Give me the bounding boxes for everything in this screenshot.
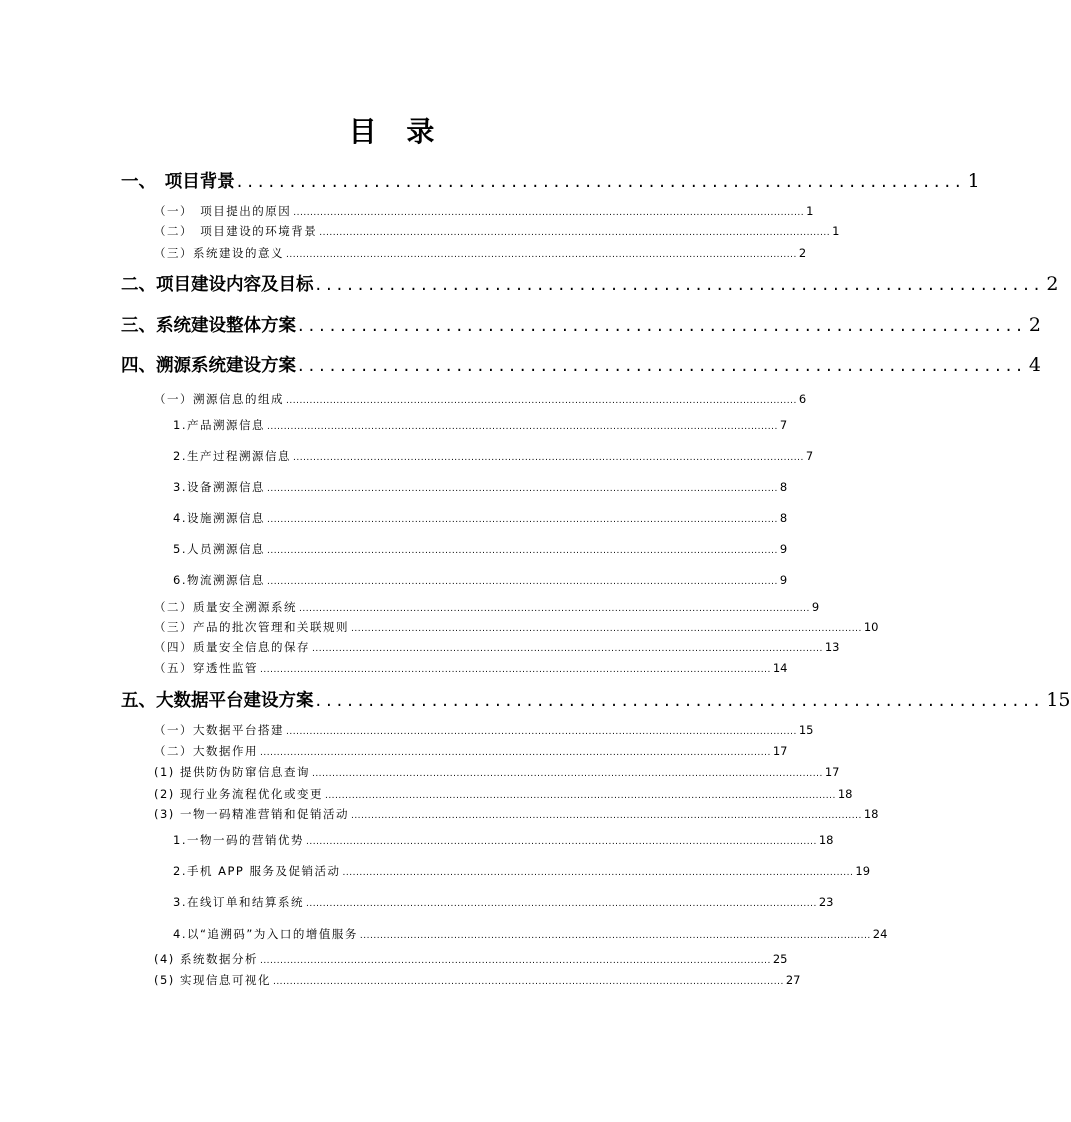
toc-entry-label: （一）溯源信息的组成: [154, 392, 284, 406]
toc-entry[interactable]: [154, 659, 788, 677]
toc-page-number: 1: [967, 170, 980, 192]
toc-page-number: 15: [1046, 689, 1071, 711]
toc-leader: ........................................................................................................................................................: [266, 484, 778, 494]
toc-leader: ........................................................................................................................................................: [266, 546, 778, 556]
toc-entry[interactable]: [154, 618, 879, 636]
toc-entry[interactable]: [121, 312, 1041, 338]
toc-page-number: 18: [818, 833, 834, 847]
toc-leader: ........................................................................................................................................................: [292, 453, 804, 463]
toc-entry[interactable]: [173, 478, 788, 496]
toc-entry[interactable]: [154, 202, 814, 220]
toc-page-number: 8: [779, 480, 788, 494]
toc-leader: ........................................................................................................................................................: [286, 250, 797, 260]
toc-entry[interactable]: [173, 416, 788, 434]
toc-leader: ........................................................................................................................................................: [342, 868, 854, 878]
toc-entry[interactable]: [173, 509, 788, 527]
toc-page-number: 23: [818, 895, 834, 909]
toc-entry-label: 一、 项目背景: [121, 172, 235, 192]
toc-leader: ........................................................................................................................................................: [266, 422, 778, 432]
toc-page-number: 9: [779, 542, 788, 556]
toc-entry-label: 4.以“追溯码”为入口的增值服务: [173, 927, 358, 941]
toc-entry[interactable]: [154, 721, 814, 739]
toc-leader: ........................................................................................................................................................: [305, 837, 817, 847]
toc-leader: ........................................................................................................................................................: [299, 604, 810, 614]
toc-leader: ........................................................................................................................................................: [311, 769, 823, 779]
toc-leader: ........................................................................................................................................................: [293, 208, 805, 218]
toc-entry-label: （五）穿透性监管: [154, 661, 258, 675]
toc-entry-label: 3.在线订单和结算系统: [173, 895, 304, 909]
toc-entry-label: (3) 一物一码精准营销和促销活动: [154, 807, 349, 821]
toc-entry-label: （三）系统建设的意义: [154, 246, 284, 260]
toc-page-number: 10: [863, 620, 879, 634]
toc-page-number: 18: [863, 807, 879, 821]
toc-entry[interactable]: [154, 742, 788, 760]
toc-leader: ........................................................................................................................................................: [350, 811, 862, 821]
toc-entry[interactable]: [173, 925, 888, 943]
toc-leader: ........................................................................................................................................................: [272, 977, 784, 987]
toc-entry[interactable]: [154, 598, 820, 616]
toc-entry-label: 1.产品溯源信息: [173, 418, 265, 432]
toc-entry-label: （二）大数据作用: [154, 744, 258, 758]
toc-entry[interactable]: [154, 805, 879, 823]
toc-page-number: 2: [1028, 314, 1041, 336]
toc-leader: .....................................................................: [298, 356, 1027, 376]
toc-entry-label: (5) 实现信息可视化: [154, 973, 271, 987]
toc-entry[interactable]: [154, 763, 840, 781]
toc-leader: ........................................................................................................................................................: [259, 956, 771, 966]
toc-entry[interactable]: [173, 540, 788, 558]
toc-page-number: 7: [779, 418, 788, 432]
page-title: 目 录: [348, 115, 445, 148]
toc-entry-label: 1.一物一码的营销优势: [173, 833, 304, 847]
toc-entry-label: (4) 系统数据分析: [154, 952, 258, 966]
toc-entry-label: 二、项目建设内容及目标: [121, 275, 314, 295]
toc-leader: .....................................................................: [315, 275, 1045, 295]
toc-entry[interactable]: [154, 950, 788, 968]
toc-leader: ........................................................................................................................................................: [260, 665, 771, 675]
toc-leader: ........................................................................................................................................................: [266, 515, 778, 525]
toc-page-number: 6: [798, 392, 807, 406]
toc-page-number: 14: [772, 661, 788, 675]
toc-entry[interactable]: [154, 785, 853, 803]
toc-entry-label: （一） 项目提出的原因: [154, 204, 292, 218]
toc-leader: .....................................................................: [315, 691, 1045, 711]
toc-leader: ........................................................................................................................................................: [312, 644, 823, 654]
toc-entry[interactable]: [154, 638, 840, 656]
toc-page-number: 17: [772, 744, 788, 758]
toc-entry[interactable]: [173, 862, 871, 880]
toc-page-number: 1: [806, 204, 814, 218]
toc-entry[interactable]: [121, 168, 980, 194]
toc-entry[interactable]: [173, 831, 834, 849]
toc-entry-label: (1) 提供防伪防窜信息查询: [154, 765, 310, 779]
toc-entry-label: 6.物流溯源信息: [173, 573, 265, 587]
toc-entry[interactable]: [121, 271, 1059, 297]
toc-entry[interactable]: [121, 687, 1071, 713]
toc-entry-label: 5.人员溯源信息: [173, 542, 265, 556]
toc-page-number: 15: [798, 723, 814, 737]
toc-leader: ........................................................................................................................................................: [351, 624, 862, 634]
toc-leader: ........................................................................................................................................................: [319, 228, 831, 238]
toc-leader: ........................................................................................................................................................: [324, 791, 836, 801]
toc-entry[interactable]: [173, 447, 814, 465]
toc-entry[interactable]: [121, 352, 1041, 378]
toc-page-number: 18: [837, 787, 853, 801]
toc-entry-label: （四）质量安全信息的保存: [154, 640, 310, 654]
toc-leader: ........................................................................................................................................................: [266, 577, 778, 587]
toc-page-number: 9: [811, 600, 820, 614]
toc-page-number: 2: [1046, 273, 1059, 295]
toc-entry-label: 四、溯源系统建设方案: [121, 356, 296, 376]
toc-entry[interactable]: [154, 244, 807, 262]
toc-page-number: 9: [779, 573, 788, 587]
toc-entry[interactable]: [173, 571, 788, 589]
toc-leader: ........................................................................................................................................................: [305, 899, 817, 909]
toc-leader: .....................................................................: [236, 172, 966, 192]
toc-entry-label: （三）产品的批次管理和关联规则: [154, 620, 349, 634]
toc-leader: ........................................................................................................................................................: [359, 931, 871, 941]
toc-entry-label: （二）质量安全溯源系统: [154, 600, 297, 614]
toc-entry[interactable]: [154, 222, 840, 240]
toc-entry-label: 2.手机 APP 服务及促销活动: [173, 864, 341, 878]
toc-page-number: 2: [798, 246, 807, 260]
toc-leader: ........................................................................................................................................................: [260, 748, 771, 758]
toc-entry[interactable]: [154, 971, 801, 989]
toc-entry[interactable]: [154, 390, 807, 408]
toc-entry[interactable]: [173, 893, 834, 911]
toc-page-number: 7: [805, 449, 814, 463]
toc-entry-label: (2) 现行业务流程优化或变更: [154, 787, 323, 801]
toc-page-number: 13: [824, 640, 840, 654]
toc-leader: ........................................................................................................................................................: [286, 727, 797, 737]
toc-page-number: 17: [824, 765, 840, 779]
toc-leader: ........................................................................................................................................................: [286, 396, 797, 406]
toc-page-number: 4: [1028, 354, 1041, 376]
toc-entry-label: （一）大数据平台搭建: [154, 723, 284, 737]
toc-page-number: 25: [772, 952, 788, 966]
toc-entry-label: 4.设施溯源信息: [173, 511, 265, 525]
toc-page-number: 19: [855, 864, 871, 878]
toc-page-number: 27: [785, 973, 801, 987]
toc-page-number: 8: [779, 511, 788, 525]
toc-page-number: 24: [872, 927, 888, 941]
toc-entry-label: 三、系统建设整体方案: [121, 316, 296, 336]
toc-leader: .....................................................................: [298, 316, 1027, 336]
toc-entry-label: 3.设备溯源信息: [173, 480, 265, 494]
toc-entry-label: 五、大数据平台建设方案: [121, 691, 314, 711]
toc-entry-label: 2.生产过程溯源信息: [173, 449, 291, 463]
toc-page-number: 1: [832, 224, 840, 238]
toc-entry-label: （二） 项目建设的环境背景: [154, 224, 318, 238]
